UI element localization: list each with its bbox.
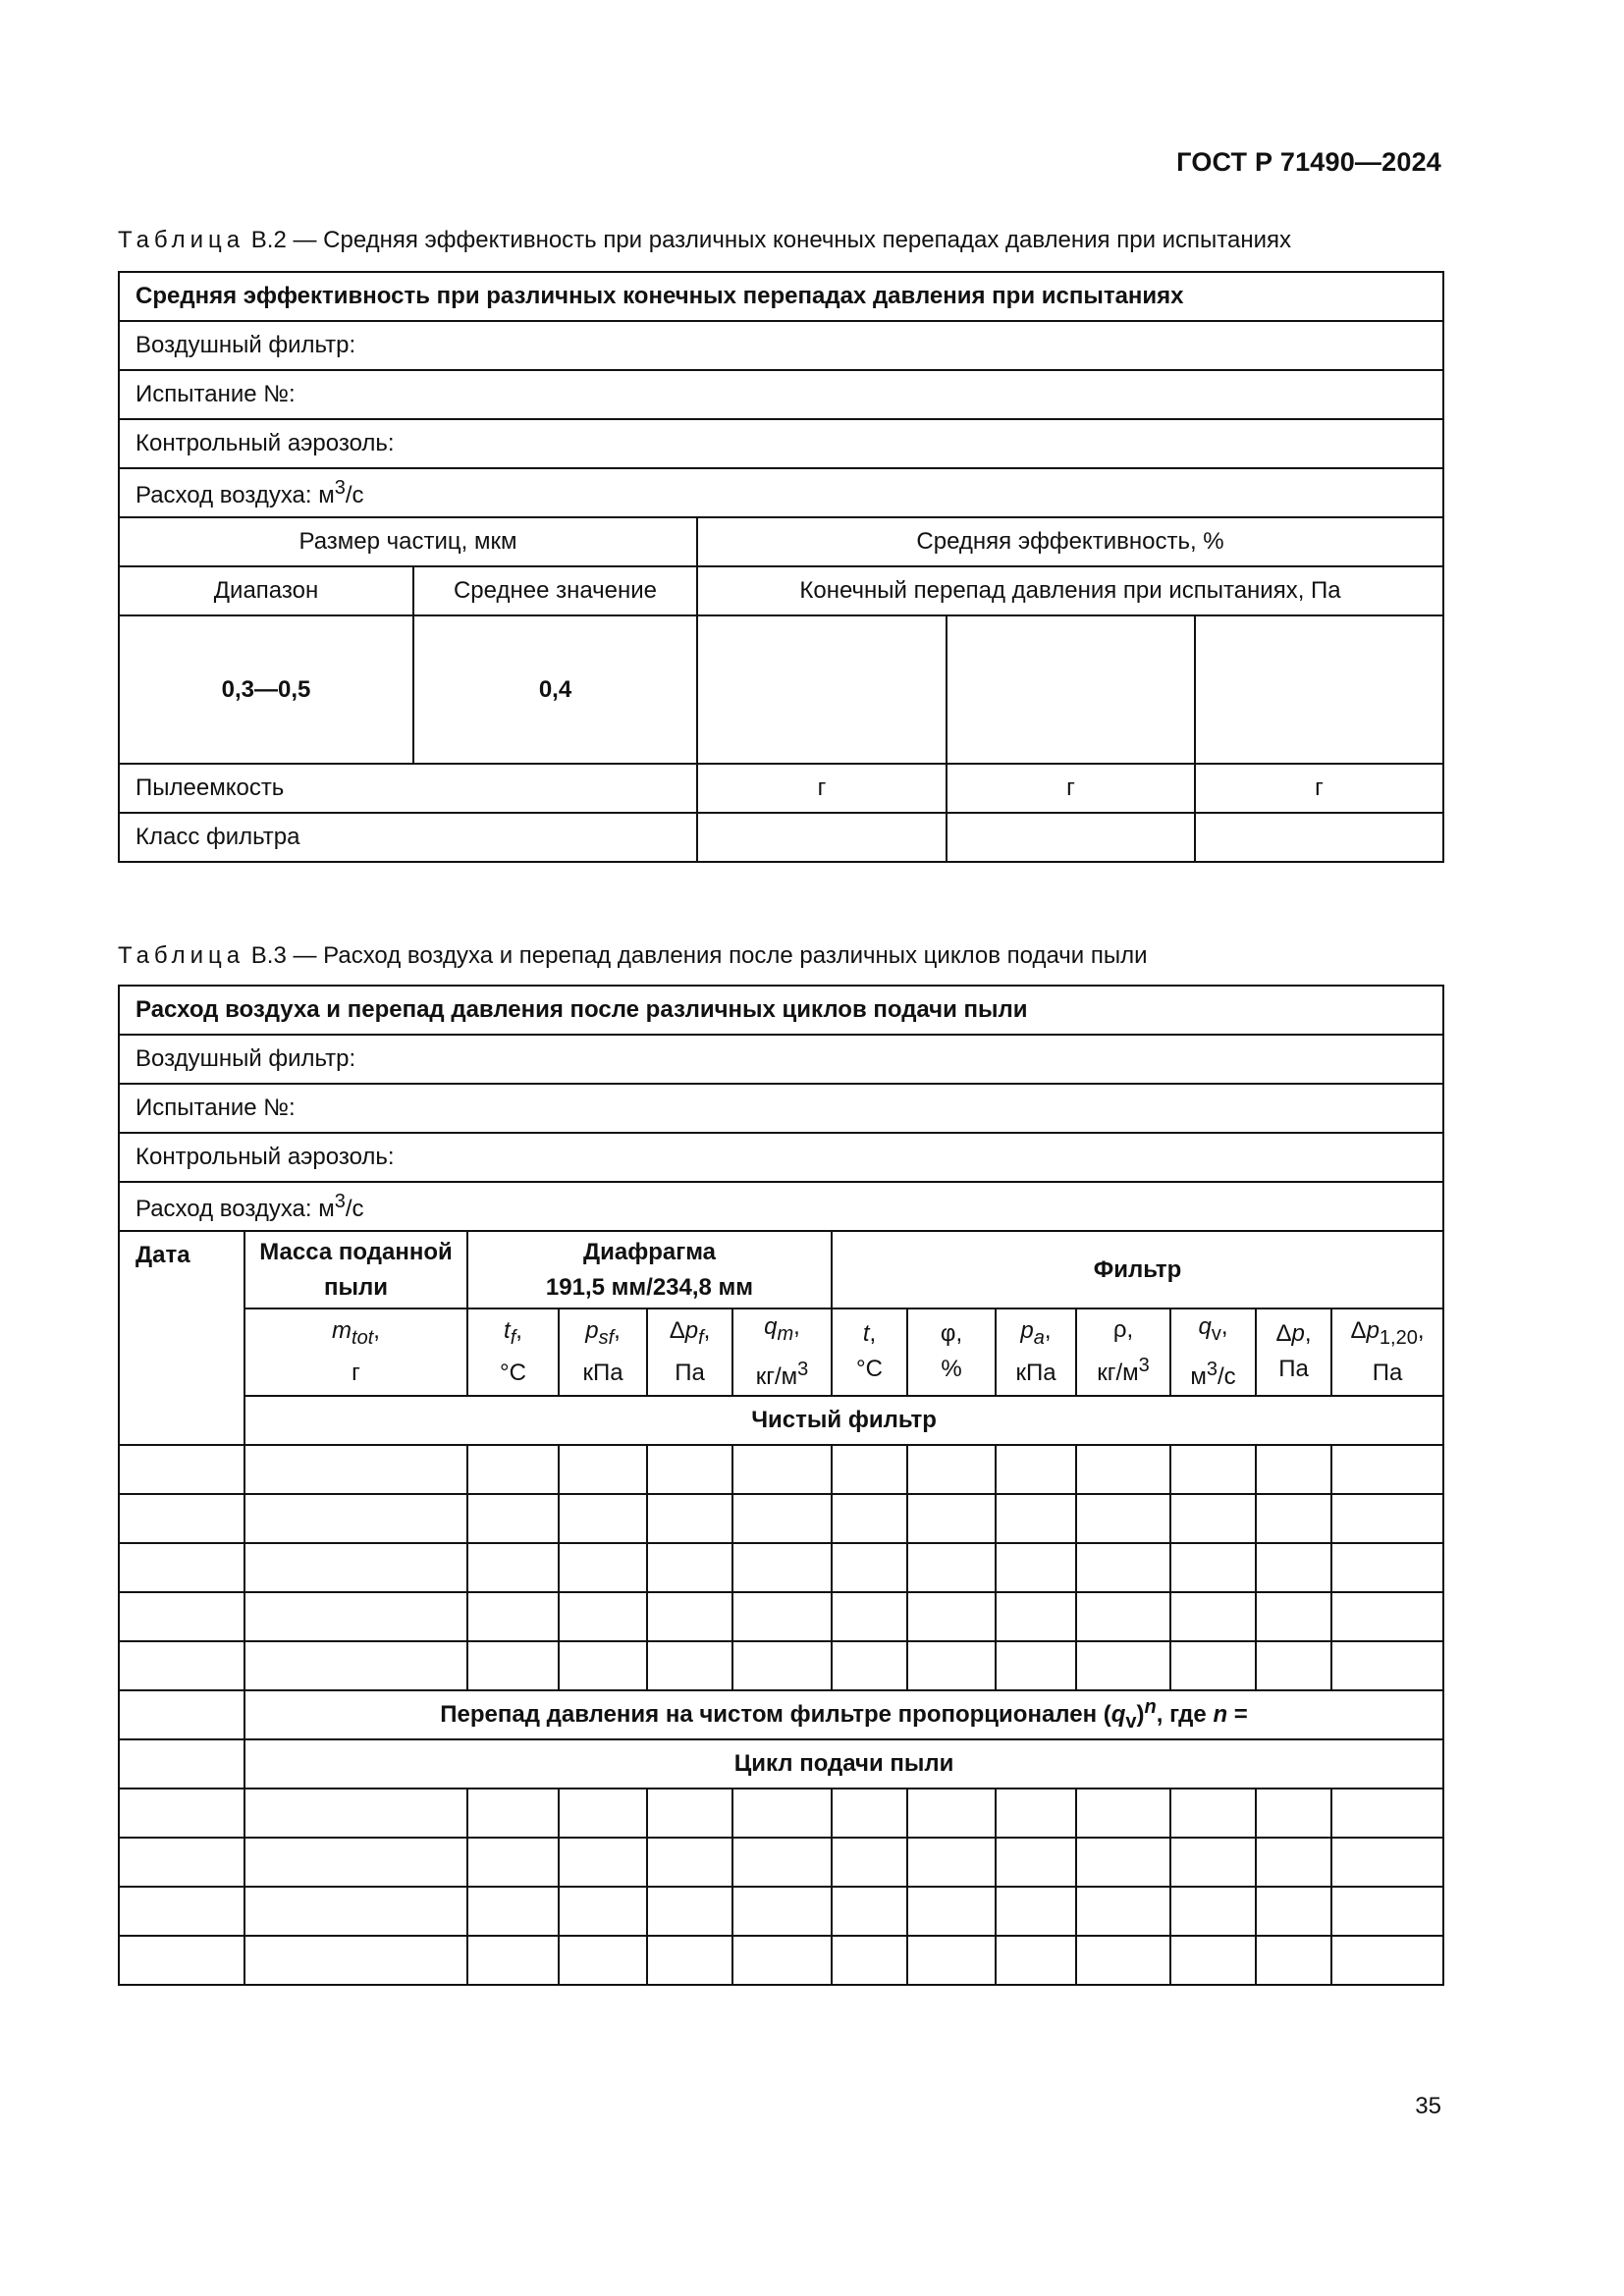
- caption-text: В.3 — Расход воздуха и перепад давления после различных циклов подачи пыли: [250, 942, 1148, 969]
- table-cell: [907, 1936, 996, 1985]
- table-cell: [832, 1936, 907, 1985]
- table-cell: [244, 1543, 467, 1592]
- table-cell: [1076, 1494, 1170, 1543]
- table-cell: [467, 1641, 559, 1690]
- table-cell: [1076, 1789, 1170, 1838]
- psf-header: $p_{sf}$, кПа: [559, 1308, 647, 1396]
- table-cell: [119, 1739, 244, 1789]
- table-cell: [1256, 1543, 1331, 1592]
- dust-cycle-label: Цикл подачи пыли: [244, 1739, 1443, 1789]
- table-cell: [1076, 1641, 1170, 1690]
- table-cell: [832, 1592, 907, 1641]
- caption-text: В.2 — Средняя эффективность при различных конечных перепадах давления при испытаниях: [250, 227, 1292, 253]
- control-aerosol-row: Контрольный аэрозоль:: [119, 419, 1443, 468]
- table-cell: [907, 1445, 996, 1494]
- table-row: [119, 1445, 1443, 1494]
- table-row: [119, 1543, 1443, 1592]
- table-cell: [1331, 1445, 1443, 1494]
- table-row: [119, 1936, 1443, 1985]
- dp120-header: $\Delta p_{1,20}$, Па: [1331, 1308, 1443, 1396]
- table-cell: [732, 1887, 832, 1936]
- air-filter-row: Воздушный фильтр:: [119, 321, 1443, 370]
- table-cell: [1170, 1789, 1256, 1838]
- table-cell: [1331, 1494, 1443, 1543]
- table-cell: [907, 1641, 996, 1690]
- table-cell: [1331, 1936, 1443, 1985]
- rho-header: ρ, $кг/м^3$: [1076, 1308, 1170, 1396]
- dust-capacity-unit: г: [947, 764, 1195, 813]
- table-cell: [1170, 1445, 1256, 1494]
- table-cell: [996, 1543, 1076, 1592]
- dust-capacity-unit: г: [1195, 764, 1443, 813]
- phi-header: φ, %: [907, 1308, 996, 1396]
- air-filter-row: Воздушный фильтр:: [119, 1035, 1443, 1084]
- table-cell: [467, 1445, 559, 1494]
- table-cell: [559, 1445, 647, 1494]
- dust-cycle-rows: [119, 1789, 1443, 1985]
- control-aerosol-row: Контрольный аэрозоль:: [119, 1133, 1443, 1182]
- table-cell: [1331, 1641, 1443, 1690]
- table-cell: [559, 1789, 647, 1838]
- table-cell: [1076, 1445, 1170, 1494]
- table-cell: [907, 1592, 996, 1641]
- range-value: 0,3—0,5: [119, 615, 413, 764]
- test-number-row: Испытание №:: [119, 370, 1443, 419]
- document-id: ГОСТ Р 71490—2024: [1176, 147, 1441, 177]
- table-cell: [1170, 1592, 1256, 1641]
- pa-header: $p_a$, кПа: [996, 1308, 1076, 1396]
- table-cell: [732, 1543, 832, 1592]
- table-b3-title: Расход воздуха и перепад давления после различных циклов подачи пыли: [119, 986, 1443, 1035]
- table-cell: [907, 1838, 996, 1887]
- mass-header: Масса поданной пыли: [244, 1231, 467, 1308]
- table-cell: [559, 1543, 647, 1592]
- table-row: [119, 1838, 1443, 1887]
- table-cell: [1331, 1592, 1443, 1641]
- table-b2-title: Средняя эффективность при различных конечных перепадах давления при испытаниях: [119, 272, 1443, 321]
- table-cell: [467, 1838, 559, 1887]
- table-b2: [118, 271, 1444, 863]
- table-cell: [1331, 1887, 1443, 1936]
- table-cell: [1170, 1838, 1256, 1887]
- table-cell: [119, 1936, 244, 1985]
- dp-header: Δp, Па: [1256, 1308, 1331, 1396]
- dpf-header: $\Delta p_f$, Па: [647, 1308, 732, 1396]
- table-cell: [647, 1838, 732, 1887]
- m-tot-header: $m_{tot}$, г: [244, 1308, 467, 1396]
- table-cell: [1256, 1494, 1331, 1543]
- table-cell: [467, 1887, 559, 1936]
- table-cell: [647, 1592, 732, 1641]
- table-cell: [119, 1445, 244, 1494]
- proportionality-row: Перепад давления на чистом фильтре пропорционален $(q_v)^n$, где n =: [244, 1690, 1443, 1739]
- table-b2-caption: [118, 227, 1291, 254]
- table-cell: [559, 1494, 647, 1543]
- table-cell: [244, 1936, 467, 1985]
- table-cell: [647, 1887, 732, 1936]
- table-cell: [559, 1592, 647, 1641]
- table-cell: [559, 1887, 647, 1936]
- table-cell: [732, 1494, 832, 1543]
- table-cell: [1256, 1592, 1331, 1641]
- table-cell: [467, 1936, 559, 1985]
- airflow-row: Расход воздуха: $м^3/с$: [119, 468, 1443, 517]
- table-cell: [244, 1641, 467, 1690]
- filter-class-cell: [947, 813, 1195, 862]
- table-cell: [1256, 1887, 1331, 1936]
- table-cell: [244, 1494, 467, 1543]
- range-header: Диапазон: [119, 566, 413, 615]
- table-cell: [732, 1445, 832, 1494]
- table-cell: [119, 1887, 244, 1936]
- table-cell: [1256, 1838, 1331, 1887]
- table-row: [119, 1641, 1443, 1690]
- table-cell: [119, 1641, 244, 1690]
- airflow-row: Расход воздуха: $м^3/с$: [119, 1182, 1443, 1231]
- filter-header: Фильтр: [832, 1231, 1443, 1308]
- table-row: [119, 1789, 1443, 1838]
- table-cell: [647, 1641, 732, 1690]
- table-cell: [467, 1592, 559, 1641]
- table-cell: [907, 1789, 996, 1838]
- table-cell: [907, 1494, 996, 1543]
- table-cell: [1256, 1641, 1331, 1690]
- table-cell: [996, 1936, 1076, 1985]
- table-cell: [996, 1494, 1076, 1543]
- table-row: [119, 1592, 1443, 1641]
- table-cell: [119, 1838, 244, 1887]
- t-header: t, °C: [832, 1308, 907, 1396]
- table-cell: [996, 1445, 1076, 1494]
- diaphragm-header: Диафрагма 191,5 мм/234,8 мм: [467, 1231, 832, 1308]
- table-cell: [1331, 1789, 1443, 1838]
- qv-header: $q_v$, $м^3/с$: [1170, 1308, 1256, 1396]
- table-cell: [467, 1789, 559, 1838]
- table-row: [119, 1494, 1443, 1543]
- table-cell: [1170, 1887, 1256, 1936]
- efficiency-cell: [697, 615, 947, 764]
- table-cell: [1256, 1789, 1331, 1838]
- tf-header: $t_f$, °C: [467, 1308, 559, 1396]
- table-cell: [647, 1789, 732, 1838]
- table-cell: [1256, 1936, 1331, 1985]
- qm-header: $q_m$, $кг/м^3$: [732, 1308, 832, 1396]
- table-cell: [119, 1789, 244, 1838]
- table-cell: [996, 1887, 1076, 1936]
- table-cell: [1170, 1494, 1256, 1543]
- clean-filter-rows: [119, 1445, 1443, 1690]
- table-b3: [118, 985, 1444, 1986]
- caption-label: Таблица: [118, 942, 245, 969]
- dust-capacity-unit: г: [697, 764, 947, 813]
- table-cell: [244, 1887, 467, 1936]
- table-row: [119, 1887, 1443, 1936]
- filter-class-cell: [1195, 813, 1443, 862]
- table-cell: [732, 1641, 832, 1690]
- table-cell: [1170, 1543, 1256, 1592]
- table-cell: [996, 1838, 1076, 1887]
- table-cell: [1076, 1592, 1170, 1641]
- table-cell: [1076, 1936, 1170, 1985]
- efficiency-cell: [947, 615, 1195, 764]
- table-cell: [907, 1543, 996, 1592]
- table-cell: [647, 1494, 732, 1543]
- filter-class-label: Класс фильтра: [119, 813, 697, 862]
- table-cell: [647, 1543, 732, 1592]
- table-cell: [119, 1690, 244, 1739]
- particle-size-header: Размер частиц, мкм: [119, 517, 697, 566]
- table-cell: [996, 1592, 1076, 1641]
- table-cell: [1331, 1543, 1443, 1592]
- table-cell: [1170, 1936, 1256, 1985]
- filter-class-cell: [697, 813, 947, 862]
- table-cell: [732, 1789, 832, 1838]
- table-cell: [732, 1592, 832, 1641]
- table-cell: [832, 1445, 907, 1494]
- table-cell: [559, 1936, 647, 1985]
- table-cell: [119, 1592, 244, 1641]
- table-cell: [244, 1445, 467, 1494]
- table-cell: [559, 1838, 647, 1887]
- table-cell: [119, 1494, 244, 1543]
- table-cell: [244, 1789, 467, 1838]
- table-cell: [1076, 1887, 1170, 1936]
- table-cell: [996, 1641, 1076, 1690]
- table-cell: [1256, 1445, 1331, 1494]
- table-cell: [832, 1494, 907, 1543]
- table-cell: [647, 1445, 732, 1494]
- table-cell: [832, 1887, 907, 1936]
- mean-value: 0,4: [413, 615, 697, 764]
- table-cell: [1076, 1543, 1170, 1592]
- date-header: Дата: [119, 1231, 244, 1445]
- table-cell: [1331, 1838, 1443, 1887]
- test-number-row: Испытание №:: [119, 1084, 1443, 1133]
- table-cell: [832, 1838, 907, 1887]
- clean-filter-label: Чистый фильтр: [244, 1396, 1443, 1445]
- table-cell: [996, 1789, 1076, 1838]
- table-cell: [244, 1592, 467, 1641]
- table-cell: [1170, 1641, 1256, 1690]
- table-cell: [832, 1789, 907, 1838]
- page-number: 35: [1415, 2093, 1441, 2119]
- table-b3-caption: [118, 942, 1148, 970]
- dust-capacity-label: Пылеемкость: [119, 764, 697, 813]
- table-cell: [1076, 1838, 1170, 1887]
- table-cell: [832, 1641, 907, 1690]
- table-cell: [559, 1641, 647, 1690]
- table-cell: [907, 1887, 996, 1936]
- avg-efficiency-header: Средняя эффективность, %: [697, 517, 1443, 566]
- table-cell: [244, 1838, 467, 1887]
- table-cell: [467, 1494, 559, 1543]
- final-pressure-drop-header: Конечный перепад давления при испытаниях, Па: [697, 566, 1443, 615]
- table-cell: [832, 1543, 907, 1592]
- caption-label: Таблица: [118, 227, 245, 253]
- efficiency-cell: [1195, 615, 1443, 764]
- table-cell: [119, 1543, 244, 1592]
- table-cell: [732, 1936, 832, 1985]
- mean-value-header: Среднее значение: [413, 566, 697, 615]
- table-cell: [732, 1838, 832, 1887]
- table-cell: [467, 1543, 559, 1592]
- table-cell: [647, 1936, 732, 1985]
